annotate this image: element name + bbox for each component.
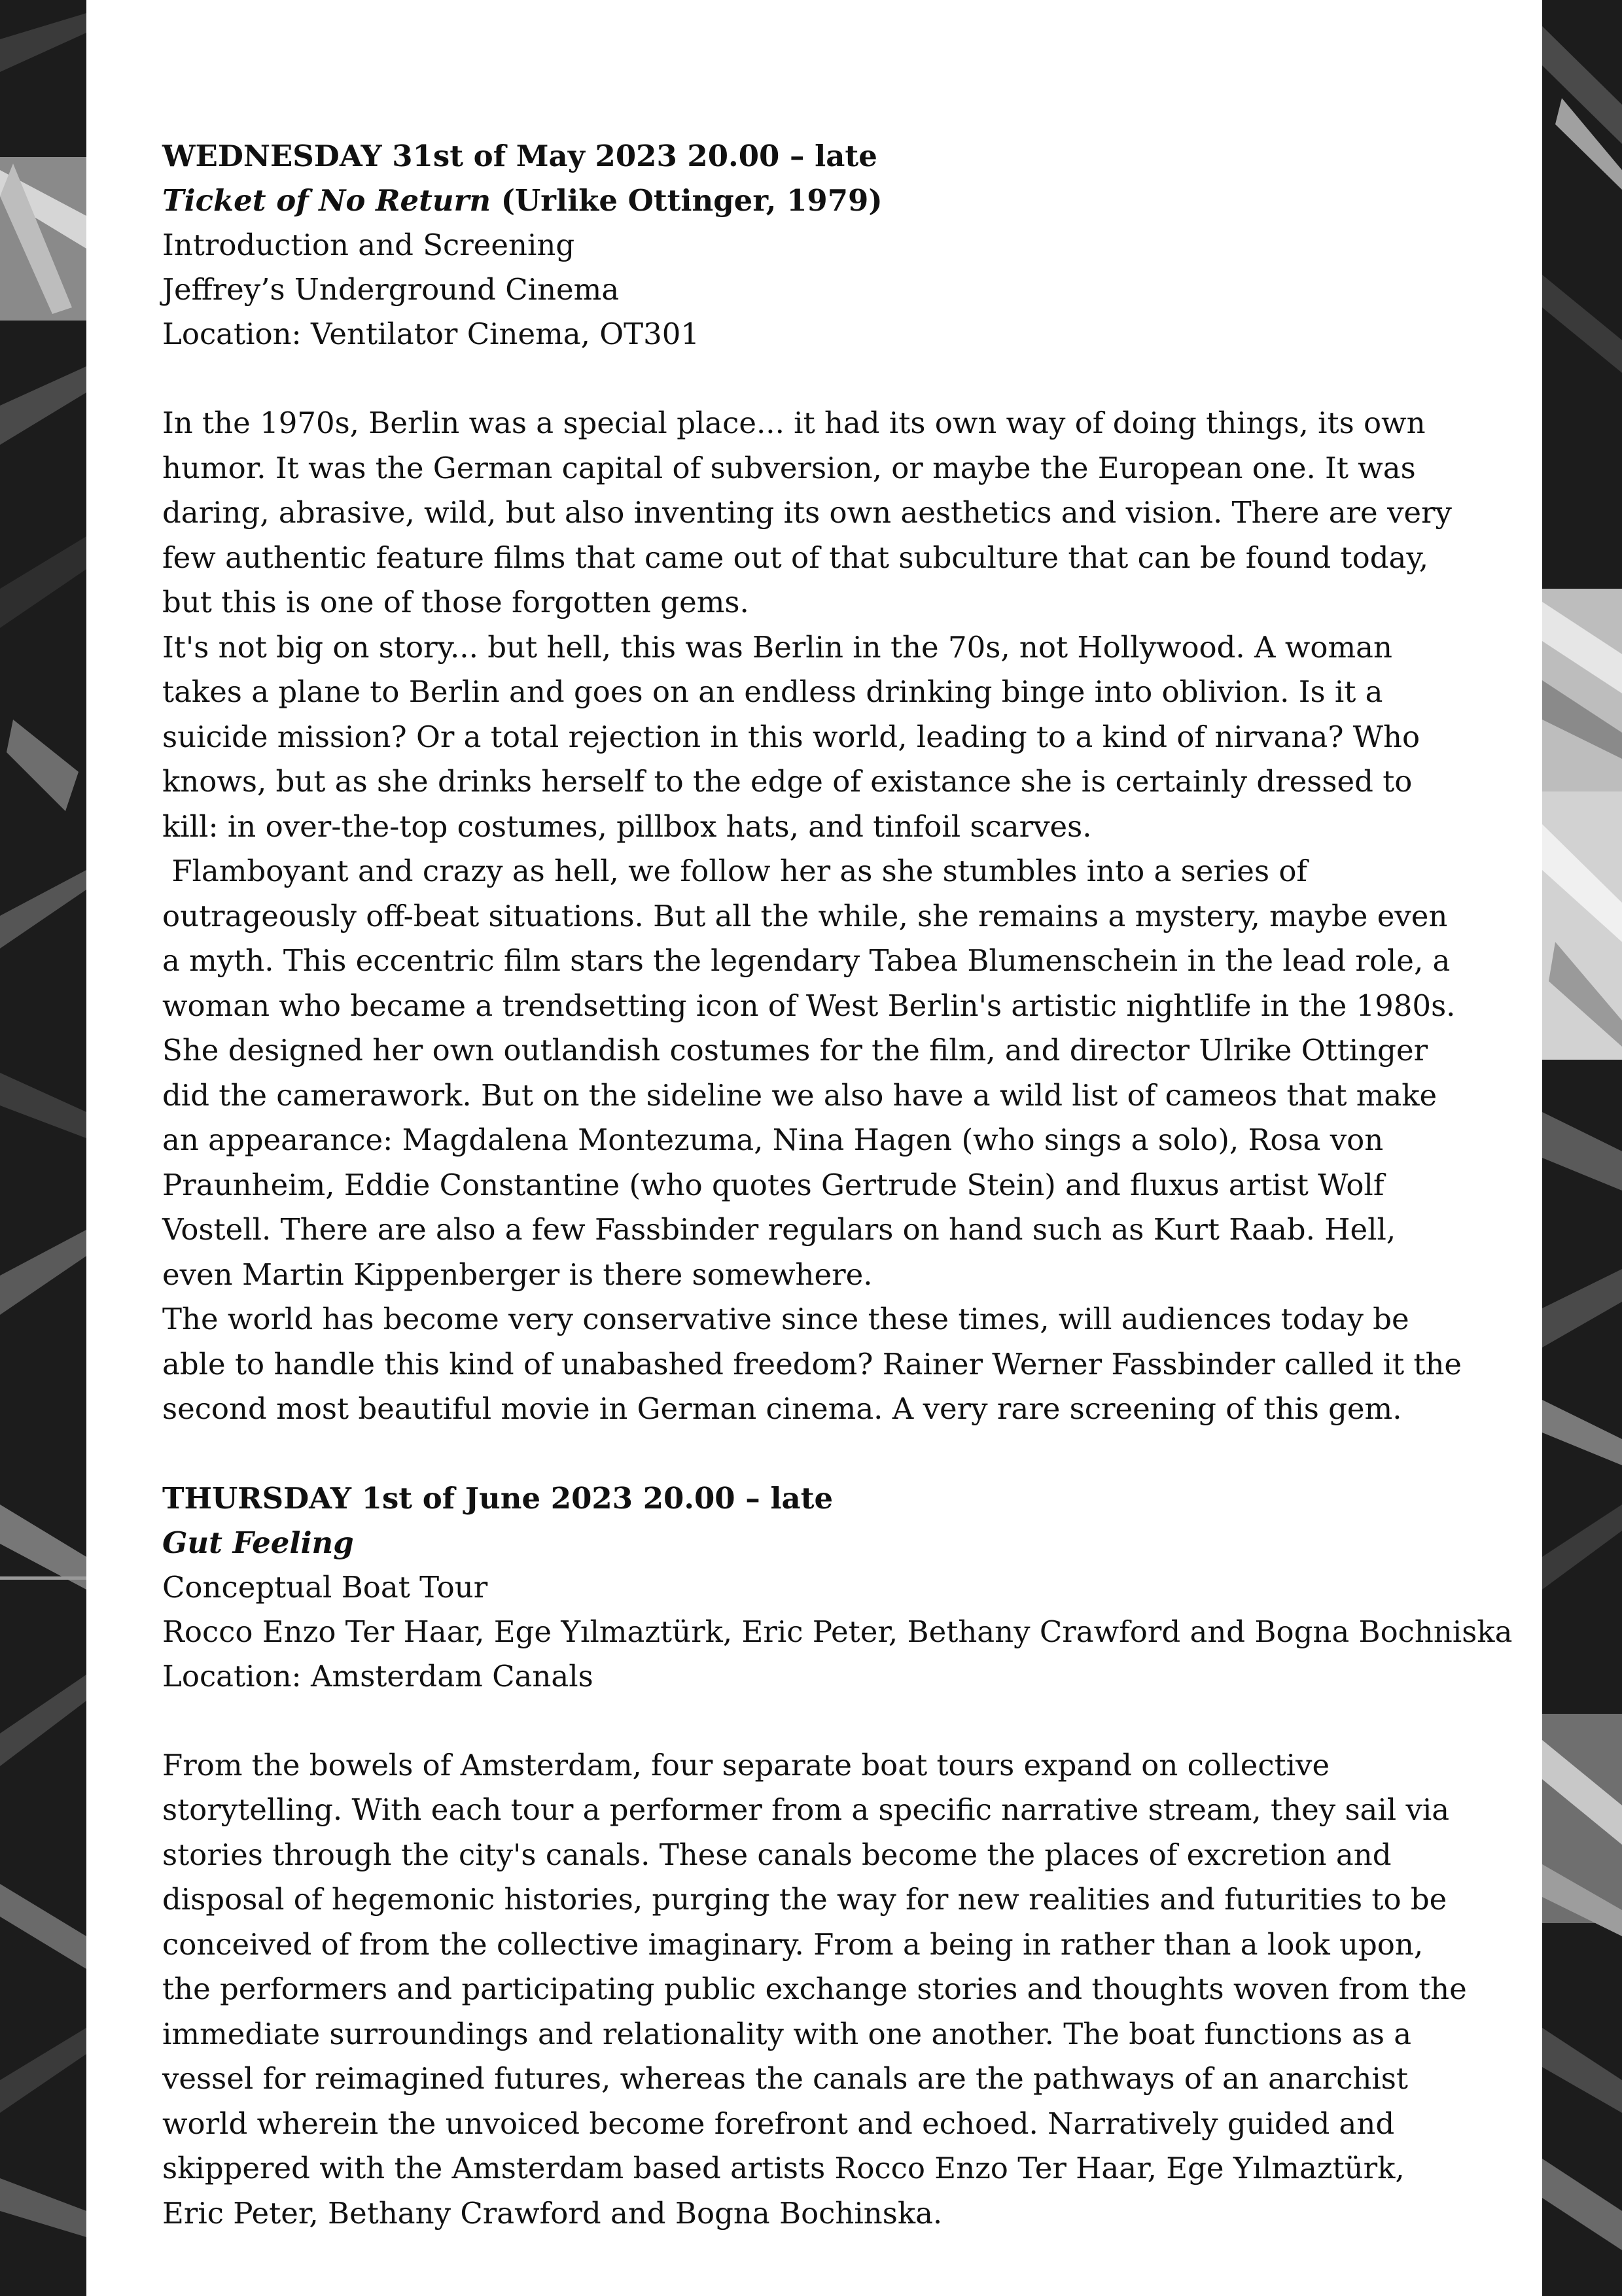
event-1-location: Location: Ventilator Cinema, OT301: [162, 317, 700, 351]
event-2-date: THURSDAY 1st of June 2023 20.00 – late: [162, 1480, 834, 1516]
event-1-paragraph-2: It's not big on story... but hell, this was Berlin in the 70s, not Hollywood. A woman takes a plane to Berlin and goes on an endless drinking binge into oblivion. Is it a suicide mission? Or a total rejection in this world, leading to a kind of nirvana? Who knows, but as she drinks herself to the edge of existance she is certainly dressed to kill: in over-the-top costumes, pillbox hats, and tinfoil scarves.: [162, 629, 1420, 844]
brushstroke-pattern-right: [1542, 0, 1622, 2296]
event-1-title: Ticket of No Return: [162, 183, 491, 218]
program-listing: [162, 134, 1513, 2236]
event-1-paragraph-1: In the 1970s, Berlin was a special place... it had its own way of doing things, its own humor. It was the German capital of subversion, or maybe the European one. It was daring, abrasive, wild, but also inventing its own aesthetics and vision. There are very few authentic feature films that came out of that subculture that can be found today, but this is one of those forgotten gems.: [162, 406, 1452, 619]
event-1: [162, 134, 1471, 1432]
event-1-type: Introduction and Screening: [162, 228, 575, 262]
event-1-paragraph-3: Flamboyant and crazy as hell, we follow her as she stumbles into a series of outrageously off-beat situations. But all the while, she remains a mystery, maybe even a myth. This eccentric film stars the legendary Tabea Blumenschein in the lead role, a woman who became a trendsetting icon of West Berlin's artistic nightlife in the 1980s. She designed her own outlandish costumes for the film, and director Ulrike Ottinger did the camerawork. But on the sideline we also have a wild list of cameos that make an appearance: Magdalena Montezuma, Nina Hagen (who sings a solo), Rosa von Praunheim, Eddie Constantine (who quotes Gertrude Stein) and fluxus artist Wolf Vostell. There are also a few Fassbinder regulars on hand such as Kurt Raab. Hell, even Martin Kippenberger is there somewhere.: [162, 854, 1465, 1292]
event-1-host: Jeffrey’s Underground Cinema: [162, 272, 620, 307]
event-2-host: Rocco Enzo Ter Haar, Ege Yılmaztürk, Eric Peter, Bethany Crawford and Bogna Bochniska: [162, 1614, 1513, 1649]
spacer: [162, 1699, 1471, 1743]
event-2-paragraph-1: From the bowels of Amsterdam, four separate boat tours expand on collective storytelling. With each tour a performer from a specific narrative stream, they sail via stories through the city's canals. These canals become the places of excretion and disposal of hegemonic histories, purging the way for new realities and futurities to be conceived of from the collective imaginary. From a being in rather than a look upon, the performers and participating public exchange stories and thoughts woven from the immediate surroundings and relationality with one another. The boat functions as a vessel for reimagined futures, whereas the canals are the pathways of an anarchist world wherein the unvoiced become forefront and echoed. Narratively guided and skippered with the Amsterdam based artists Rocco Enzo Ter Haar, Ege Yılmaztürk, Eric Peter, Bethany Crawford and Bogna Bochinska.: [162, 1747, 1467, 2231]
event-1-date: WEDNESDAY 31st of May 2023 20.00 – late: [162, 139, 877, 173]
event-2-location: Location: Amsterdam Canals: [162, 1658, 593, 1694]
event-2-title-line: [162, 1521, 1471, 1565]
brushstroke-pattern-left: [0, 0, 86, 2296]
event-1-paragraph-4: The world has become very conservative since these times, will audiences today be able to handle this kind of unabashed freedom? Rainer Werner Fassbinder called it the second most beautiful movie in German cinema. A very rare screening of this gem.: [162, 1302, 1462, 1426]
event-2-title: Gut Feeling: [162, 1525, 354, 1560]
event-1-title-line: [162, 179, 1471, 223]
left-decorative-border: [0, 0, 86, 2296]
event-2-type: Conceptual Boat Tour: [162, 1569, 488, 1605]
spacer: [162, 357, 1471, 401]
right-decorative-border: [1542, 0, 1622, 2296]
event-1-title-suffix: (Urlike Ottinger, 1979): [491, 183, 883, 218]
event-2: [162, 1476, 1513, 2236]
